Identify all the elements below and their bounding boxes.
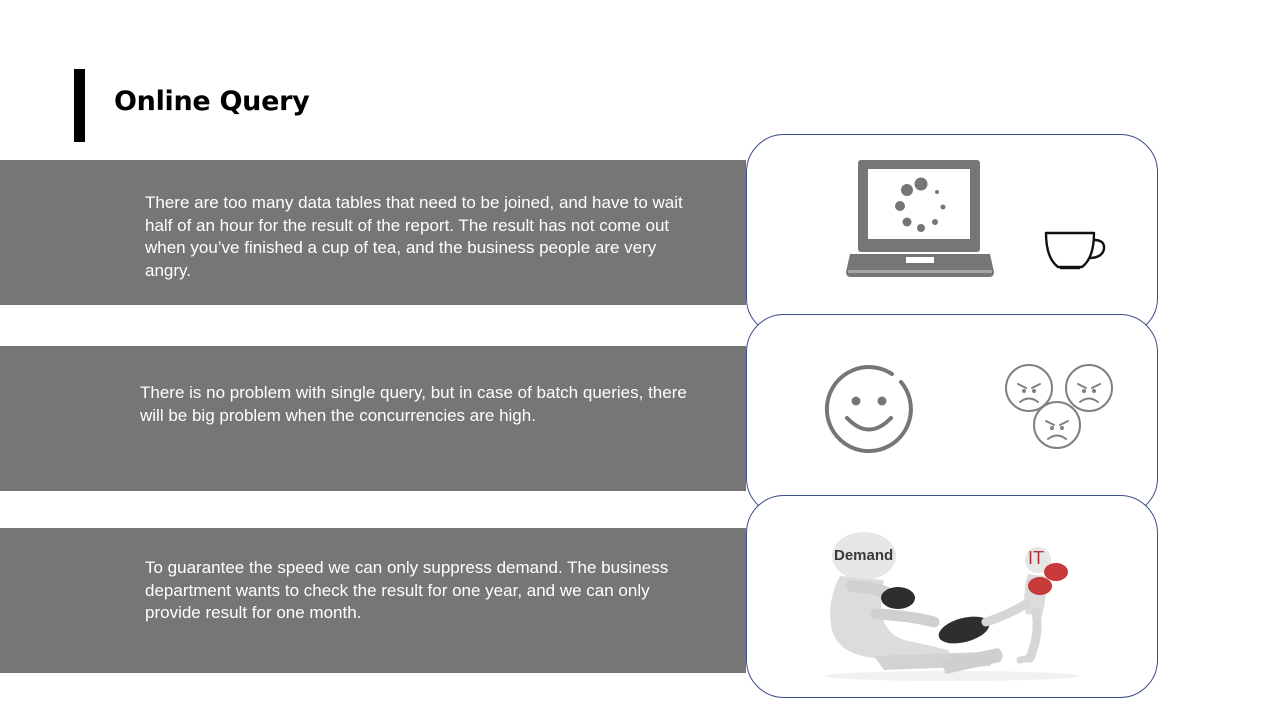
- row-3-text: To guarantee the speed we can only suppress demand. The business department wants to check the result for one year, and we can only provide result for one month.: [145, 558, 669, 622]
- angry-faces-icon: [1002, 362, 1116, 452]
- page-title: Online Query: [114, 86, 310, 117]
- teacup-icon: [1042, 230, 1108, 274]
- smiley-face-icon: [822, 363, 916, 457]
- it-label: IT: [1028, 548, 1044, 568]
- title-accent-bar: [74, 69, 85, 142]
- laptop-loading-icon: [844, 158, 996, 280]
- row-2-text: There is no problem with single query, but in case of batch queries, there will be big problem when the concurrencies are high.: [140, 383, 687, 425]
- row-1-text: There are too many data tables that need to be joined, and have to wait half of an hour for the result of the report. The result has not come out when you’ve finished a cup of tea, and the business people are very angry.: [145, 193, 683, 280]
- demand-label: Demand: [834, 547, 894, 564]
